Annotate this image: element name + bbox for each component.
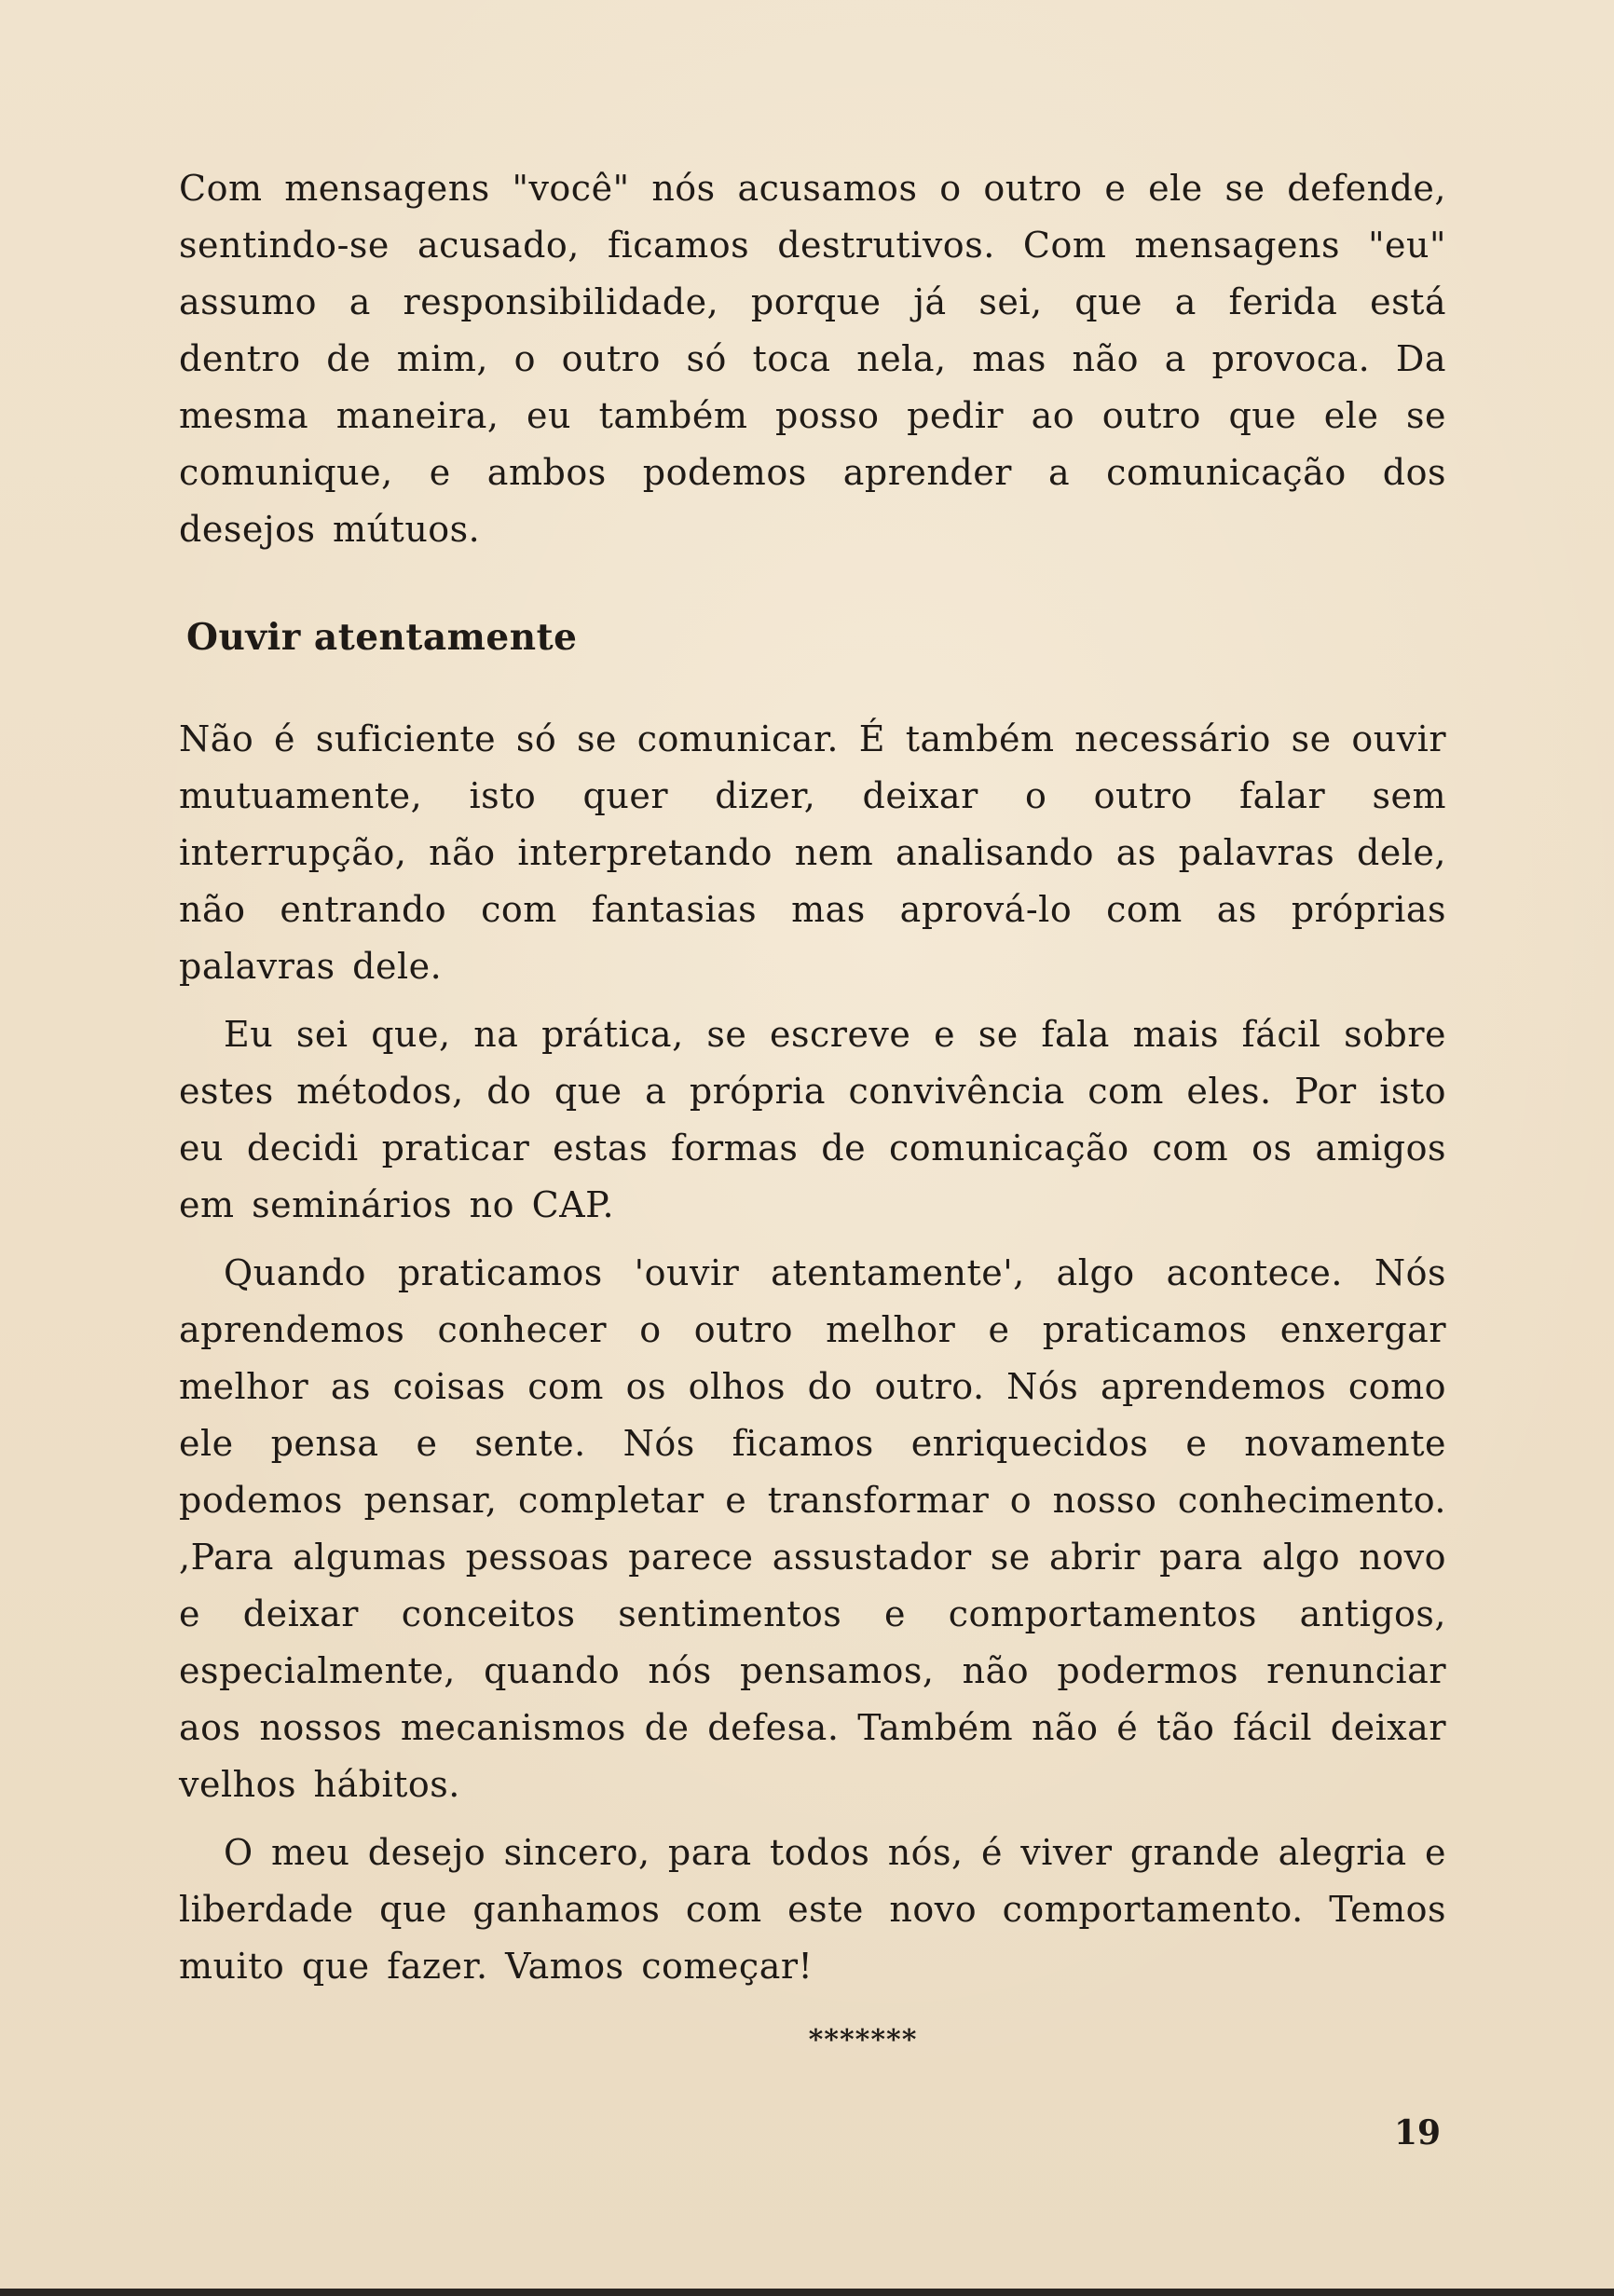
intro-text-block — [179, 160, 1446, 558]
paragraph-main-1: Não é suficiente só se comunicar. É também necessário se ouvir mutuamente, isto quer dizer, deixar o outro falar sem interrupção, não interpretando nem analisando as palavras dele, não entrando com fantasias mas aprová-lo com as próprias palavras dele. — [179, 718, 1446, 987]
main-text-block — [179, 711, 1446, 1995]
section-separator: ******* — [808, 2024, 918, 2057]
paragraph-main-4: O meu desejo sincero, para todos nós, é viver grande alegria e liberdade que ganhamos com este novo comportamento. Temos muito que fazer. Vamos começar! — [179, 1832, 1446, 1987]
section-heading: Ouvir atentamente — [186, 616, 578, 659]
page-number: 19 — [1394, 2113, 1442, 2152]
paragraph-main-3: Quando praticamos 'ouvir atentamente', algo acontece. Nós aprendemos conhecer o outro melhor e praticamos enxergar melhor as coisas com os olhos do outro. Nós aprendemos como ele pensa e sente. Nós ficamos enriquecidos e novamente podemos pensar, completar e transformar o nosso conhecimento. ,Para algumas pessoas parece assustador se abrir para algo novo e deixar conceitos sentimentos e comportamentos antigos, especialmente, quando nós pensamos, não podermos renunciar aos nossos mecanismos de defesa. Também não é tão fácil deixar velhos hábitos. — [179, 1252, 1446, 1805]
paragraph-main-2: Eu sei que, na prática, se escreve e se fala mais fácil sobre estes métodos, do que a própria convivência com eles. Por isto eu decidi praticar estas formas de comunicação com os amigos em seminários no CAP. — [179, 1014, 1446, 1225]
paragraph-intro-1: Com mensagens "você" nós acusamos o outro e ele se defende, sentindo-se acusado, ficamos destrutivos. Com mensagens "eu" assumo a responsibilidade, porque já sei, que a ferida está dentro de mim, o outro só toca nela, mas não a provoca. Da mesma maneira, eu também posso pedir ao outro que ele se comunique, e ambos podemos aprender a comunicação dos desejos mútuos. — [179, 168, 1446, 550]
scan-bottom-edge — [0, 2289, 1614, 2296]
